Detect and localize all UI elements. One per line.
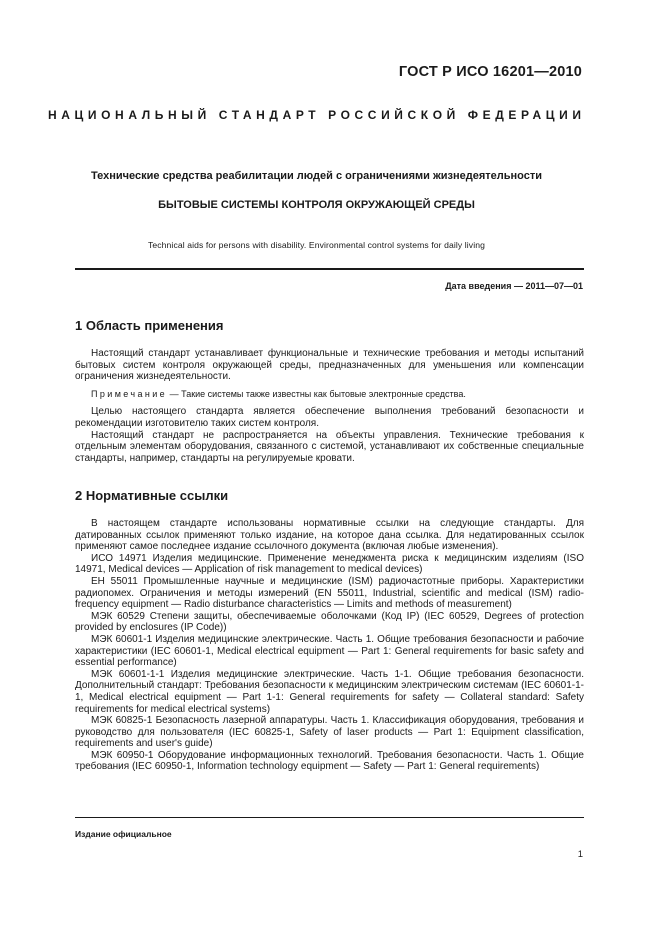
- standard-number: ГОСТ Р ИСО 16201—2010: [398, 64, 582, 80]
- normative-reference: МЭК 60950-1 Оборудование информационных технологий. Требования безопасности. Часть 1. Общие требования (IEC 60950-1, Information technology equipment — Safety — Part 1: General requirements): [75, 749, 584, 773]
- normative-reference: ИСО 14971 Изделия медицинские. Применение менеджмента риска к медицинским изделиям (ISO 14971, Medical devices — Application of risk management to medical devices): [75, 552, 584, 576]
- general-title: Технические средства реабилитации людей с ограничениями жизнедеятельности: [91, 170, 542, 182]
- main-title: БЫТОВЫЕ СИСТЕМЫ КОНТРОЛЯ ОКРУЖАЮЩЕЙ СРЕДЫ: [158, 199, 475, 211]
- national-standard-banner: НАЦИОНАЛЬНЫЙ СТАНДАРТ РОССИЙСКОЙ ФЕДЕРАЦИИ: [48, 108, 586, 122]
- section-1-body: [75, 348, 584, 464]
- note-text: — Такие системы также известны как бытовые электронные средства.: [167, 388, 466, 399]
- section-1-paragraph: Настоящий стандарт не распространяется на объекты управления. Технические требования к отдельным элементам оборудования, связанного с системой, устанавливают их собственные специальные стандарты, например, стандарты на регулируемые кровати.: [75, 429, 584, 464]
- normative-reference: МЭК 60825-1 Безопасность лазерной аппаратуры. Часть 1. Классификация оборудования, требования и руководство для пользователя (IEC 60825-1, Safety of laser products — Part 1: Equipment classification, requirements and user's guide): [75, 715, 584, 750]
- section-2-intro: В настоящем стандарте использованы нормативные ссылки на следующие стандарты. Для датированных ссылок применяют только издание, на которое дана ссылка. Для недатированных ссылок применяют самое последнее издание ссылочного документа (включая любые изменения).: [75, 518, 584, 553]
- introduction-date: Дата введения — 2011—07—01: [445, 281, 583, 291]
- title-divider: [75, 268, 584, 270]
- normative-reference: ЕН 55011 Промышленные научные и медицинские (ISM) радиочастотные приборы. Характеристики радиопомех. Ограничения и методы измерений (EN 55011, Industrial, scientific and medical (ISM) radio-frequency equipment — Radio disturbance characteristics — Limits and methods of measurement): [75, 575, 584, 611]
- normative-reference: МЭК 60529 Степени защиты, обеспечиваемые оболочками (Код IP) (IEC 60529, Degrees of protection provided by enclosures (IP Code)): [75, 610, 584, 634]
- note-label: Примечание: [91, 388, 168, 399]
- section-2-body: [75, 518, 584, 773]
- page-number: 1: [577, 849, 583, 860]
- english-title: Technical aids for persons with disability. Environmental control systems for daily living: [148, 240, 485, 250]
- section-1-note: [75, 389, 584, 401]
- section-1-heading: 1 Область применения: [75, 318, 224, 333]
- section-1-paragraph: Целью настоящего стандарта является обеспечение выполнения требований безопасности и рекомендации изготовителю таких систем контроля.: [75, 406, 584, 429]
- normative-reference: МЭК 60601-1 Изделия медицинские электрические. Часть 1. Общие требования безопасности и рабочие характеристики (IEC 60601-1, Medical electrical equipment — Part 1: General requirements for basic safety and essential performance): [75, 633, 584, 669]
- footer-divider: [75, 817, 584, 818]
- official-edition-label: Издание официальное: [75, 829, 172, 839]
- section-1-paragraph: Настоящий стандарт устанавливает функциональные и технические требования и методы испытаний бытовых систем контроля окружающей среды, предназначенных для уменьшения или компенсации ограничения жизнедеятельности.: [75, 348, 584, 383]
- section-2-heading: 2 Нормативные ссылки: [75, 488, 229, 503]
- normative-reference: МЭК 60601-1-1 Изделия медицинские электрические. Часть 1-1. Общие требования безопасности. Дополнительный стандарт: Требования безопасности к медицинским электрическим системам (IEC 60601-1-1, Medical electrical equipment — Part 1-1: General requirements for safety — Collateral standard: Safety requirements for medical electrical systems): [75, 668, 584, 715]
